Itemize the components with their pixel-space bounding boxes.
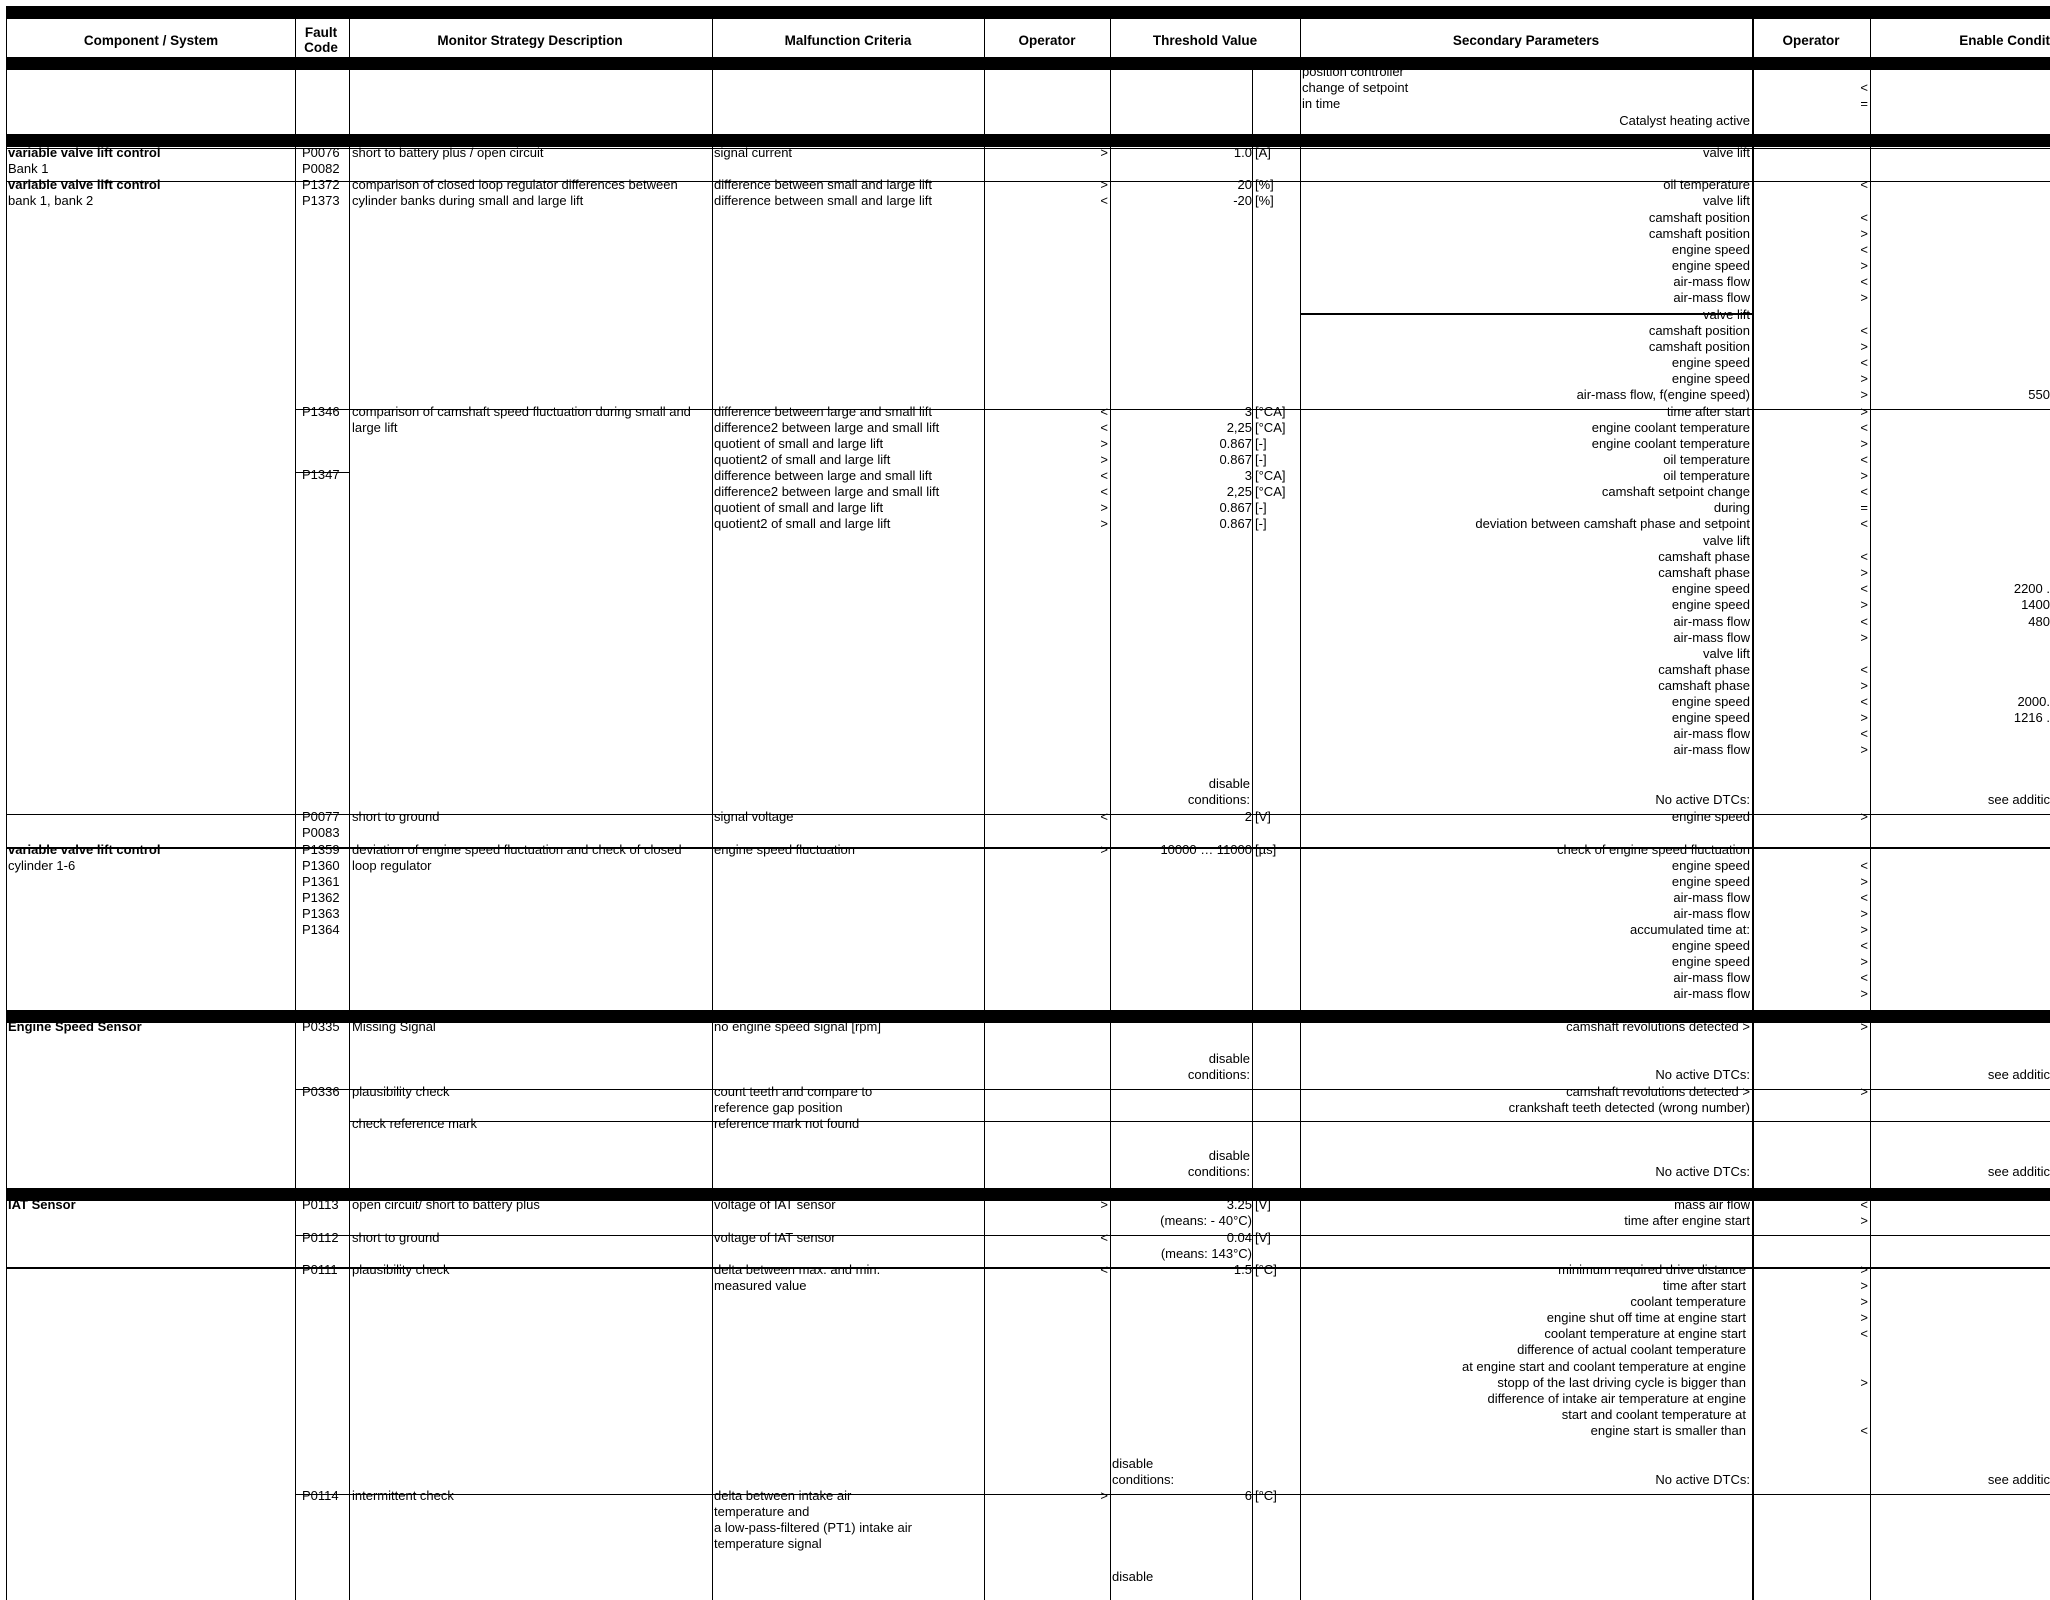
table-cell: 0.867 [1219, 516, 1252, 531]
table-cell: engine speed [1671, 874, 1750, 889]
table-cell: camshaft position [1648, 226, 1750, 241]
table-cell: quotient2 of small and large lift [714, 452, 891, 467]
table-cell: 0.04 [1226, 1230, 1252, 1245]
table-cell: < [1860, 970, 1868, 985]
table-cell: > [1860, 339, 1868, 354]
table-cell: P0336 [302, 1084, 340, 1099]
table-cell: P0112 [302, 1230, 339, 1245]
table-cell: delta between max. and min. [714, 1262, 881, 1277]
table-cell: air-mass flow [1673, 630, 1750, 645]
table-cell: camshaft phase [1658, 678, 1750, 693]
table-cell: < [1860, 581, 1868, 596]
table-cell: < [1860, 726, 1868, 741]
table-cell: plausibility check [352, 1262, 450, 1277]
table-cell: 480 [2028, 614, 2050, 629]
table-cell: comparison of closed loop regulator differences between [352, 177, 678, 192]
table-cell: > [1860, 258, 1868, 273]
table-cell: camshaft position [1648, 339, 1750, 354]
header-operator-2: Operator [1782, 32, 1840, 48]
table-cell: time after start [1662, 1278, 1746, 1293]
table-cell: air-mass flow [1673, 274, 1750, 289]
table-cell: valve lift [1703, 145, 1750, 160]
table-cell: < [1860, 355, 1868, 370]
table-cell: < [1860, 549, 1868, 564]
table-cell: comparison of camshaft speed fluctuation during small and [352, 404, 691, 419]
table-cell: No active DTCs: [1655, 1067, 1750, 1082]
table-cell: valve lift [1703, 533, 1750, 548]
table-cell: > [1860, 1310, 1868, 1325]
table-cell: conditions: [1187, 1164, 1250, 1179]
table-cell: air-mass flow [1673, 906, 1750, 921]
table-cell: variable valve lift control [8, 177, 161, 192]
table-cell: < [1860, 177, 1868, 192]
table-cell: engine speed [1671, 858, 1750, 873]
table-cell: < [1860, 858, 1868, 873]
table-cell: P1346 [302, 404, 340, 419]
header-monitor-strategy: Monitor Strategy Description [437, 32, 623, 48]
table-cell: check reference mark [352, 1116, 477, 1131]
table-cell: P1347 [302, 467, 340, 482]
table-cell: < [1100, 809, 1108, 824]
table-cell: > [1860, 710, 1868, 725]
table-cell: difference between small and large lift [714, 193, 932, 208]
table-cell: 2200 . [2013, 581, 2050, 596]
table-cell: < [1860, 80, 1868, 95]
table-cell: [V] [1255, 1197, 1271, 1212]
table-cell: difference of intake air temperature at engine [1487, 1391, 1746, 1406]
table-cell: [µs] [1255, 842, 1277, 857]
header-fault-code: Fault Code [304, 25, 338, 55]
table-cell: > [1860, 742, 1868, 757]
table-cell: engine speed [1671, 371, 1750, 386]
table-cell: < [1860, 484, 1868, 499]
table-cell: < [1860, 242, 1868, 257]
grid-line [1300, 19, 1301, 1600]
table-cell: < [1860, 274, 1868, 289]
table-cell: > [1100, 145, 1108, 160]
table-cell: [°C] [1255, 1488, 1277, 1503]
table-cell: P1360 [302, 858, 340, 873]
header-threshold-value: Threshold Value [1152, 32, 1258, 48]
table-cell: < [1100, 1262, 1108, 1277]
table-cell: > [1860, 1084, 1868, 1099]
table-cell: > [1860, 387, 1868, 402]
table-cell: see additic [1987, 792, 2050, 807]
table-cell: < [1860, 662, 1868, 677]
table-cell: minimum required drive distance [1558, 1262, 1746, 1277]
table-cell: camshaft position [1648, 323, 1750, 338]
grid-line [984, 19, 985, 1600]
header-top-band [6, 6, 2050, 19]
table-cell: coolant temperature at engine start [1544, 1326, 1746, 1341]
table-cell: temperature and [714, 1504, 810, 1519]
table-cell: measured value [714, 1278, 807, 1293]
row-line [295, 1494, 2050, 1495]
table-cell: P1362 [302, 890, 340, 905]
table-cell: P0111 [302, 1262, 338, 1277]
table-cell: > [1860, 874, 1868, 889]
table-cell: intermittent check [352, 1488, 454, 1503]
table-cell: P1364 [302, 922, 340, 937]
table-cell: mass air flow [1674, 1197, 1750, 1212]
table-cell: short to battery plus / open circuit [352, 145, 544, 160]
grid-line [712, 19, 713, 1600]
table-cell: [°C] [1255, 1262, 1277, 1277]
table-cell: a low-pass-filtered (PT1) intake air [714, 1520, 912, 1535]
table-cell: engine coolant temperature [1591, 436, 1750, 451]
table-cell: difference between small and large lift [714, 177, 932, 192]
table-cell: plausibility check [352, 1084, 450, 1099]
table-cell: camshaft setpoint change [1601, 484, 1750, 499]
table-cell: disable [1112, 1569, 1154, 1584]
table-cell: camshaft phase [1658, 549, 1750, 564]
table-cell: conditions: [1187, 1067, 1250, 1082]
table-cell: [-] [1255, 436, 1267, 451]
table-cell: < [1100, 468, 1108, 483]
table-cell: engine speed [1671, 809, 1750, 824]
table-cell: air-mass flow [1673, 986, 1750, 1001]
table-cell: short to ground [352, 809, 440, 824]
table-cell: valve lift [1703, 646, 1750, 661]
header-malfunction-criteria: Malfunction Criteria [784, 32, 912, 48]
table-cell: > [1860, 922, 1868, 937]
table-cell: [°CA] [1255, 404, 1286, 419]
grid-line [6, 19, 7, 1600]
table-cell: < [1860, 938, 1868, 953]
table-cell: air-mass flow [1673, 614, 1750, 629]
table-cell: disable [1112, 1456, 1154, 1471]
table-cell: during [1713, 500, 1750, 515]
table-cell: P0113 [302, 1197, 339, 1212]
table-cell: [V] [1255, 809, 1271, 824]
table-cell: camshaft revolutions detected > [1566, 1019, 1750, 1034]
table-cell: engine speed [1671, 242, 1750, 257]
table-cell: engine speed [1671, 710, 1750, 725]
table-cell: Engine Speed Sensor [8, 1019, 142, 1034]
table-cell: deviation between camshaft phase and setpoint [1475, 516, 1750, 531]
table-cell: 1216 . [2013, 710, 2050, 725]
row-line [295, 1089, 2050, 1090]
table-cell: 3.25 [1226, 1197, 1252, 1212]
table-cell: quotient of small and large lift [714, 436, 884, 451]
table-cell: engine speed [1671, 597, 1750, 612]
table-cell: temperature signal [714, 1536, 822, 1551]
table-cell: No active DTCs: [1655, 1164, 1750, 1179]
table-cell: 2,25 [1226, 420, 1252, 435]
header-enable-conditions: Enable Condit [1959, 32, 2050, 48]
table-cell: air-mass flow [1673, 726, 1750, 741]
table-cell: < [1860, 323, 1868, 338]
table-cell: position controller [1302, 64, 1404, 79]
table-cell: engine speed [1671, 258, 1750, 273]
header-secondary-parameters: Secondary Parameters [1452, 32, 1600, 48]
table-cell: voltage of IAT sensor [714, 1197, 836, 1212]
table-cell: change of setpoint [1302, 80, 1409, 95]
table-cell: 10000 … 11000 [1160, 842, 1252, 857]
table-cell: = [1860, 96, 1868, 111]
table-cell: P1361 [302, 874, 340, 889]
table-cell: No active DTCs: [1655, 1472, 1750, 1487]
table-cell: engine speed [1671, 694, 1750, 709]
table-cell: conditions: [1112, 1472, 1175, 1487]
table-cell: [°CA] [1255, 468, 1286, 483]
table-cell: [%] [1255, 193, 1274, 208]
table-cell: engine coolant temperature [1591, 420, 1750, 435]
table-cell: conditions: [1187, 792, 1250, 807]
section-band [6, 57, 2050, 70]
table-cell: > [1860, 678, 1868, 693]
table-cell: P0335 [302, 1019, 340, 1034]
table-cell: Missing Signal [352, 1019, 436, 1034]
table-cell: at engine start and coolant temperature at engine [1461, 1359, 1746, 1374]
table-cell: valve lift [1703, 307, 1750, 322]
table-cell: > [1860, 371, 1868, 386]
table-cell: disable [1208, 1051, 1250, 1066]
table-cell: > [1860, 1019, 1868, 1034]
table-cell: start and coolant temperature at [1561, 1407, 1746, 1422]
table-cell: = [1860, 500, 1868, 515]
table-cell: signal current [714, 145, 793, 160]
table-cell: air-mass flow [1673, 970, 1750, 985]
table-cell: > [1860, 597, 1868, 612]
table-cell: < [1860, 614, 1868, 629]
table-cell: bank 1, bank 2 [8, 193, 94, 208]
table-cell: > [1100, 436, 1108, 451]
table-cell: > [1860, 954, 1868, 969]
grid-line [1252, 70, 1253, 1600]
table-cell: < [1100, 193, 1108, 208]
table-cell: 550 [2028, 387, 2050, 402]
table-cell: 2 [1244, 809, 1252, 824]
table-cell: < [1100, 1230, 1108, 1245]
table-cell: > [1100, 1197, 1108, 1212]
table-cell: air-mass flow, f(engine speed) [1576, 387, 1750, 402]
table-cell: [-] [1255, 516, 1267, 531]
table-cell: engine shut off time at engine start [1546, 1310, 1746, 1325]
table-cell: stopp of the last driving cycle is bigger than [1497, 1375, 1746, 1390]
table-cell: P1359 [302, 842, 340, 857]
table-cell: < [1860, 694, 1868, 709]
table-cell: open circuit/ short to battery plus [352, 1197, 540, 1212]
table-cell: P1373 [302, 193, 340, 208]
table-cell: < [1860, 452, 1868, 467]
table-cell: > [1860, 1278, 1868, 1293]
table-cell: < [1860, 1197, 1868, 1212]
table-cell: signal voltage [714, 809, 794, 824]
table-cell: check of engine speed fluctuation [1557, 842, 1750, 857]
row-line [295, 1235, 2050, 1236]
table-cell: camshaft revolutions detected > [1566, 1084, 1750, 1099]
table-cell: No active DTCs: [1655, 792, 1750, 807]
table-cell: variable valve lift control [8, 842, 161, 857]
table-cell: oil temperature [1663, 177, 1750, 192]
table-cell: > [1860, 906, 1868, 921]
table-cell: < [1860, 1423, 1868, 1438]
table-cell: see additic [1987, 1472, 2050, 1487]
table-cell: > [1860, 1262, 1868, 1277]
table-cell: engine start is smaller than [1590, 1423, 1746, 1438]
header-operator-1: Operator [1018, 32, 1076, 48]
table-cell: > [1860, 1294, 1868, 1309]
table-cell: P1372 [302, 177, 340, 192]
table-cell: [°CA] [1255, 484, 1286, 499]
table-cell: [V] [1255, 1230, 1271, 1245]
table-cell: difference of actual coolant temperature [1517, 1342, 1746, 1357]
table-cell: camshaft position [1648, 210, 1750, 225]
table-cell: 3 [1244, 468, 1252, 483]
table-cell: < [1860, 516, 1868, 531]
table-cell: Bank 1 [8, 161, 49, 176]
table-cell: < [1860, 210, 1868, 225]
table-cell: 1.5 [1233, 1262, 1252, 1277]
table-cell: [-] [1255, 452, 1267, 467]
table-cell: P0082 [302, 161, 340, 176]
table-cell: [°CA] [1255, 420, 1286, 435]
table-cell: [%] [1255, 177, 1274, 192]
table-cell: valve lift [1703, 193, 1750, 208]
table-cell: > [1860, 290, 1868, 305]
table-cell: see additic [1987, 1164, 2050, 1179]
grid-line [1110, 19, 1111, 1600]
table-cell: delta between intake air [714, 1488, 852, 1503]
table-cell: accumulated time at: [1630, 922, 1750, 937]
row-line [349, 1121, 2050, 1122]
table-cell: (means: 143°C) [1160, 1246, 1252, 1261]
table-cell: > [1860, 630, 1868, 645]
table-cell: > [1860, 1375, 1868, 1390]
table-cell: engine speed [1671, 938, 1750, 953]
table-cell: oil temperature [1663, 452, 1750, 467]
table-cell: reference mark not found [714, 1116, 860, 1131]
table-cell: air-mass flow [1673, 290, 1750, 305]
table-cell: disable [1208, 776, 1250, 791]
table-cell: cylinder banks during small and large lift [352, 193, 584, 208]
table-cell: (means: - 40°C) [1160, 1213, 1252, 1228]
table-cell: > [1860, 226, 1868, 241]
table-cell: cylinder 1-6 [8, 858, 76, 873]
table-cell: coolant temperature [1630, 1294, 1746, 1309]
table-cell: quotient of small and large lift [714, 500, 884, 515]
table-cell: 3 [1244, 404, 1252, 419]
table-cell: P0076 [302, 145, 340, 160]
table-cell: P0083 [302, 825, 340, 840]
table-cell: > [1860, 404, 1868, 419]
table-cell: air-mass flow [1673, 890, 1750, 905]
table-cell: difference between large and small lift [714, 404, 932, 419]
table-cell: > [1100, 500, 1108, 515]
table-cell: < [1100, 484, 1108, 499]
table-cell: engine speed [1671, 954, 1750, 969]
table-cell: > [1860, 565, 1868, 580]
table-cell: disable [1208, 1148, 1250, 1163]
table-cell: time after engine start [1624, 1213, 1750, 1228]
table-cell: quotient2 of small and large lift [714, 516, 891, 531]
table-cell: < [1100, 420, 1108, 435]
table-cell: count teeth and compare to [714, 1084, 873, 1099]
table-cell: reference gap position [714, 1100, 843, 1115]
table-cell: 6 [1244, 1488, 1252, 1503]
table-cell: 1400 [2021, 597, 2050, 612]
table-cell: 20 [1237, 177, 1252, 192]
table-cell: camshaft phase [1658, 662, 1750, 677]
table-cell: crankshaft teeth detected (wrong number) [1508, 1100, 1750, 1115]
grid-line [1752, 19, 1754, 1600]
table-cell: > [1100, 842, 1108, 857]
table-cell: 0.867 [1219, 452, 1252, 467]
table-cell: > [1860, 986, 1868, 1001]
table-cell: large lift [352, 420, 398, 435]
table-cell: > [1100, 177, 1108, 192]
table-cell: deviation of engine speed fluctuation and check of closed [352, 842, 682, 857]
table-cell: no engine speed signal [rpm] [714, 1019, 881, 1034]
table-cell: < [1860, 890, 1868, 905]
table-cell: -20 [1233, 193, 1252, 208]
table-cell: [A] [1255, 145, 1271, 160]
table-cell: engine speed fluctuation [714, 842, 855, 857]
table-cell: 0.867 [1219, 436, 1252, 451]
table-cell: loop regulator [352, 858, 432, 873]
table-cell: > [1860, 436, 1868, 451]
table-cell: oil temperature [1663, 468, 1750, 483]
table-cell: < [1100, 404, 1108, 419]
table-cell: time after start [1666, 404, 1750, 419]
table-cell: > [1100, 516, 1108, 531]
grid-line [295, 19, 296, 1600]
table-cell: engine speed [1671, 581, 1750, 596]
table-cell: variable valve lift control [8, 145, 161, 160]
table-cell: air-mass flow [1673, 742, 1750, 757]
table-cell: [-] [1255, 500, 1267, 515]
table-cell: difference2 between large and small lift [714, 420, 940, 435]
table-cell: 1.0 [1233, 145, 1252, 160]
grid-line [349, 19, 350, 1600]
table-cell: difference2 between large and small lift [714, 484, 940, 499]
table-cell: > [1860, 1213, 1868, 1228]
table-cell: P0114 [302, 1488, 339, 1503]
table-cell: short to ground [352, 1230, 440, 1245]
table-cell: P0077 [302, 809, 340, 824]
table-cell: Catalyst heating active [1619, 113, 1750, 128]
table-cell: > [1860, 468, 1868, 483]
table-cell: voltage of IAT sensor [714, 1230, 836, 1245]
table-cell: engine speed [1671, 355, 1750, 370]
table-cell: 2000. [2017, 694, 2050, 709]
table-cell: IAT Sensor [8, 1197, 76, 1212]
header-component: Component / System [83, 32, 219, 48]
table-cell: > [1100, 1488, 1108, 1503]
grid-line [1870, 19, 1871, 1600]
table-cell: difference between large and small lift [714, 468, 932, 483]
table-cell: 2,25 [1226, 484, 1252, 499]
table-cell: < [1860, 420, 1868, 435]
table-cell: 0.867 [1219, 500, 1252, 515]
table-cell: > [1860, 809, 1868, 824]
table-cell: > [1100, 452, 1108, 467]
table-cell: P1363 [302, 906, 340, 921]
table-cell: see additic [1987, 1067, 2050, 1082]
row-line [1300, 313, 1752, 315]
table-cell: camshaft phase [1658, 565, 1750, 580]
table-cell: < [1860, 1326, 1868, 1341]
table-cell: in time [1302, 96, 1341, 111]
